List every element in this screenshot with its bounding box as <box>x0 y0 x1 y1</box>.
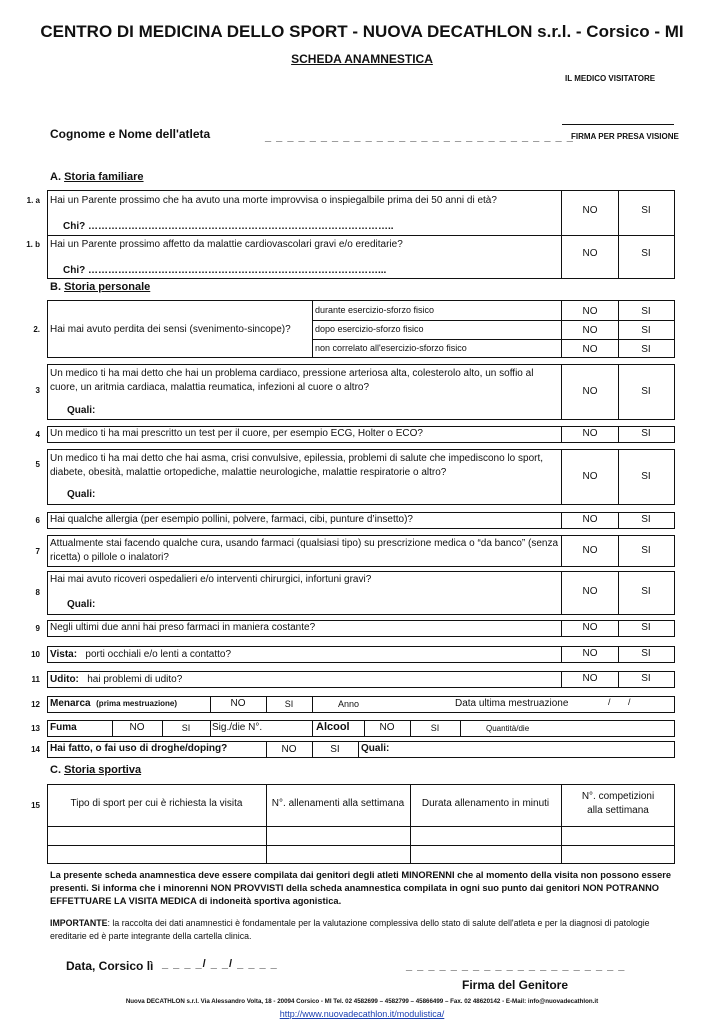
question-5-line2: diabete, obesità, malattie ortopediche, malattie neurologiche, malattie respiratorie o altro? <box>50 467 447 478</box>
quali-14-field[interactable]: Quali: <box>361 743 390 754</box>
no-option-2-non-correlato[interactable]: NO <box>582 344 598 355</box>
row-number-9: 9 <box>35 624 40 633</box>
section-b-heading: B. Storia personale <box>50 281 151 293</box>
no-option-7[interactable]: NO <box>582 545 598 556</box>
row-number-12: 12 <box>31 700 40 709</box>
q2-sub-dopo: dopo esercizio-sforzo fisico <box>315 324 424 334</box>
question-14: Hai fatto, o fai uso di droghe/doping? <box>50 743 228 754</box>
question-6: Hai qualche allergia (per esempio pollini, polvere, farmaci, cibi, punture d’insetto)? <box>50 514 413 525</box>
section-a-heading: A. Storia familiare <box>50 171 144 183</box>
question-5-line1: Un medico ti ha mai detto che hai asma, crisi convulsive, epilessia, problemi di salute che impediscono lo sport, <box>50 453 544 464</box>
no-option-3[interactable]: NO <box>582 386 598 397</box>
data-field[interactable]: _ _ _ _/ _ _/ _ _ _ _ <box>162 958 278 970</box>
chi-1b-field[interactable]: Chi? ……………………………………………………………………………... <box>63 265 387 276</box>
si-option-9[interactable]: SI <box>641 622 651 633</box>
modulistica-link[interactable]: http://www.nuovadecathlon.it/modulistica/ <box>279 1009 445 1019</box>
question-2: Hai mai avuto perdita dei sensi (svenimento-sincope)? <box>50 324 291 335</box>
question-4: Un medico ti ha mai prescritto un test per il cuore, per esempio ECG, Holter o ECO? <box>50 428 423 439</box>
medico-signature-line <box>562 124 674 125</box>
si-option-6[interactable]: SI <box>641 514 651 525</box>
row-number-14: 14 <box>31 745 40 754</box>
sport-header-tipo: Tipo di sport per cui è richiesta la visita <box>70 798 243 809</box>
row-number-4: 4 <box>35 430 40 439</box>
no-option-6[interactable]: NO <box>582 514 598 525</box>
row-number-3: 3 <box>35 386 40 395</box>
si-option-12[interactable]: SI <box>284 699 294 709</box>
minorenni-notice: La presente scheda anamnestica deve essere compilata dai genitori degli atleti MINORENNI che al momento della visita non possono essere presenti. Si informa che i minorenni NON PROVVISTI della scheda anamnestica compilata in ogni suo punto dai genitori NON POTRANNO EFFETTUARE LA VISITA MEDICA di indoneità sportiva agonistica. <box>50 870 672 906</box>
cognome-nome-label: Cognome e Nome dell'atleta <box>50 127 211 141</box>
question-9: Negli ultimi due anni hai preso farmaci in maniera costante? <box>50 622 316 633</box>
sport-header-competizioni: N°. competizioni alla settimana <box>581 791 655 816</box>
question-10: Vista: porti occhiali e/o lenti a contatto? <box>50 649 232 660</box>
firma-genitore-field[interactable]: _ _ _ _ _ _ _ _ _ _ _ _ _ _ _ _ _ _ _ _ <box>406 960 626 972</box>
no-option-14[interactable]: NO <box>281 744 297 755</box>
question-3-line2: cuore, un aritmia cardiaca, malattia reumatica, infezioni al cuore o altro? <box>50 382 370 393</box>
row-number-1b: 1. b <box>26 240 40 249</box>
company-address: Nuova DECATHLON s.r.l. Via Alessandro Volta, 18 - 20094 Corsico - MI Tel. 02 4582699 – 4582799 – 45866499 – Fax. 02 48620142 - E-Mail: info@nuovadecathlon.it <box>125 998 599 1005</box>
sport-header-durata: Durata allenamento in minuti <box>421 798 550 809</box>
ultima-mestruazione-field[interactable]: / / <box>608 697 631 707</box>
si-option-1a[interactable]: SI <box>641 205 651 216</box>
ultima-mestruazione-label: Data ultima mestruazione <box>455 698 569 709</box>
menarca-label: Menarca (prima mestruazione) <box>50 698 178 709</box>
no-option-10[interactable]: NO <box>582 648 598 659</box>
question-3-line1: Un medico ti ha mai detto che hai un problema cardiaco, pressione arteriosa alta, colesterolo alto, un soffio al <box>50 368 534 379</box>
importante-notice: IMPORTANTE: la raccolta dei dati anamnestici è fondamentale per la valutazione complessiva dello stato di salute dell'atleta e per la diagnosi di patologie ereditarie ed è parte integrante della cartella clinica. <box>50 918 650 941</box>
question-8: Hai mai avuto ricoveri ospedalieri e/o interventi chirurgici, infortuni gravi? <box>50 574 372 585</box>
row-number-7: 7 <box>35 547 40 556</box>
si-option-2-dopo[interactable]: SI <box>641 325 651 336</box>
row-number-5: 5 <box>35 460 40 469</box>
no-option-2-durante[interactable]: NO <box>582 306 598 317</box>
row-number-6: 6 <box>35 516 40 525</box>
quantita-field[interactable]: Quantità/die <box>486 724 530 733</box>
question-7-line1: Attualmente stai facendo qualche cura, usando farmaci (qualsiasi tipo) su prescrizione medica o “da banco” (senza <box>50 538 559 549</box>
si-option-alcool[interactable]: SI <box>430 723 440 733</box>
si-option-11[interactable]: SI <box>641 673 651 684</box>
cognome-nome-field[interactable]: _ _ _ _ _ _ _ _ _ _ _ _ _ _ _ _ _ _ _ _ _ _ _ _ _ _ _ _ <box>265 131 574 143</box>
document-subtitle: SCHEDA ANAMNESTICA <box>291 52 433 66</box>
q2-sub-durante: durante esercizio-sforzo fisico <box>315 305 435 315</box>
si-option-14[interactable]: SI <box>330 744 340 755</box>
si-option-5[interactable]: SI <box>641 471 651 482</box>
question-7-line2: ricetta) o pillole o inalatori? <box>50 552 169 563</box>
firma-genitore-label: Firma del Genitore <box>462 978 569 992</box>
si-option-10[interactable]: SI <box>641 648 651 659</box>
row-number-11: 11 <box>31 675 40 684</box>
q2-sub-non-correlato: non correlato all'esercizio-sforzo fisico <box>315 343 467 353</box>
si-option-2-non-correlato[interactable]: SI <box>641 344 651 355</box>
no-option-alcool[interactable]: NO <box>379 722 395 733</box>
si-option-2-durante[interactable]: SI <box>641 306 651 317</box>
firma-presa-visione-label: FIRMA PER PRESA VISIONE <box>571 132 679 141</box>
fuma-label: Fuma <box>50 722 77 733</box>
data-corsico-label: Data, Corsico lì <box>66 959 154 973</box>
no-option-9[interactable]: NO <box>582 622 598 633</box>
no-option-4[interactable]: NO <box>582 428 598 439</box>
question-11: Udito: hai problemi di udito? <box>50 674 183 685</box>
medico-visitatore-label: IL MEDICO VISITATORE <box>565 74 656 83</box>
no-option-fuma[interactable]: NO <box>129 722 145 733</box>
anno-field[interactable]: Anno <box>338 699 360 709</box>
sigarette-field[interactable]: Sig./die N°. <box>212 722 263 733</box>
no-option-5[interactable]: NO <box>582 471 598 482</box>
no-option-12[interactable]: NO <box>230 698 246 709</box>
question-1b: Hai un Parente prossimo affetto da malattie cardiovascolari gravi e/o ereditarie? <box>50 239 403 250</box>
no-option-8[interactable]: NO <box>582 586 598 597</box>
si-option-8[interactable]: SI <box>641 586 651 597</box>
no-option-11[interactable]: NO <box>582 673 598 684</box>
row-number-2: 2. <box>33 325 40 334</box>
row-number-1a: 1. a <box>26 196 40 205</box>
row-number-10: 10 <box>31 650 40 659</box>
si-option-fuma[interactable]: SI <box>181 723 191 733</box>
row-number-13: 13 <box>31 724 40 733</box>
question-1a: Hai un Parente prossimo che ha avuto una morte improvvisa o inspiegalbile prima dei 50 anni di età? <box>50 195 497 206</box>
section-c-heading: C. Storia sportiva <box>50 764 142 776</box>
row-number-15: 15 <box>31 801 40 810</box>
si-option-4[interactable]: SI <box>641 428 651 439</box>
quali-8-field[interactable]: Quali: <box>67 599 96 610</box>
document-title: CENTRO DI MEDICINA DELLO SPORT - NUOVA DECATHLON s.r.l. - Corsico - MI <box>40 22 684 41</box>
quali-5-field[interactable]: Quali: <box>67 489 96 500</box>
sport-header-allenamenti: N°. allenamenti alla settimana <box>271 798 405 809</box>
si-option-7[interactable]: SI <box>641 545 651 556</box>
no-option-1a[interactable]: NO <box>582 205 598 216</box>
si-option-3[interactable]: SI <box>641 386 651 397</box>
no-option-2-dopo[interactable]: NO <box>582 325 598 336</box>
no-option-1b[interactable]: NO <box>582 248 598 259</box>
row-number-8: 8 <box>35 588 40 597</box>
alcool-label: Alcool <box>316 721 350 733</box>
si-option-1b[interactable]: SI <box>641 248 651 259</box>
chi-1a-field[interactable]: Chi? ……………………………………………………………………………….. <box>63 221 394 232</box>
quali-3-field[interactable]: Quali: <box>67 405 96 416</box>
